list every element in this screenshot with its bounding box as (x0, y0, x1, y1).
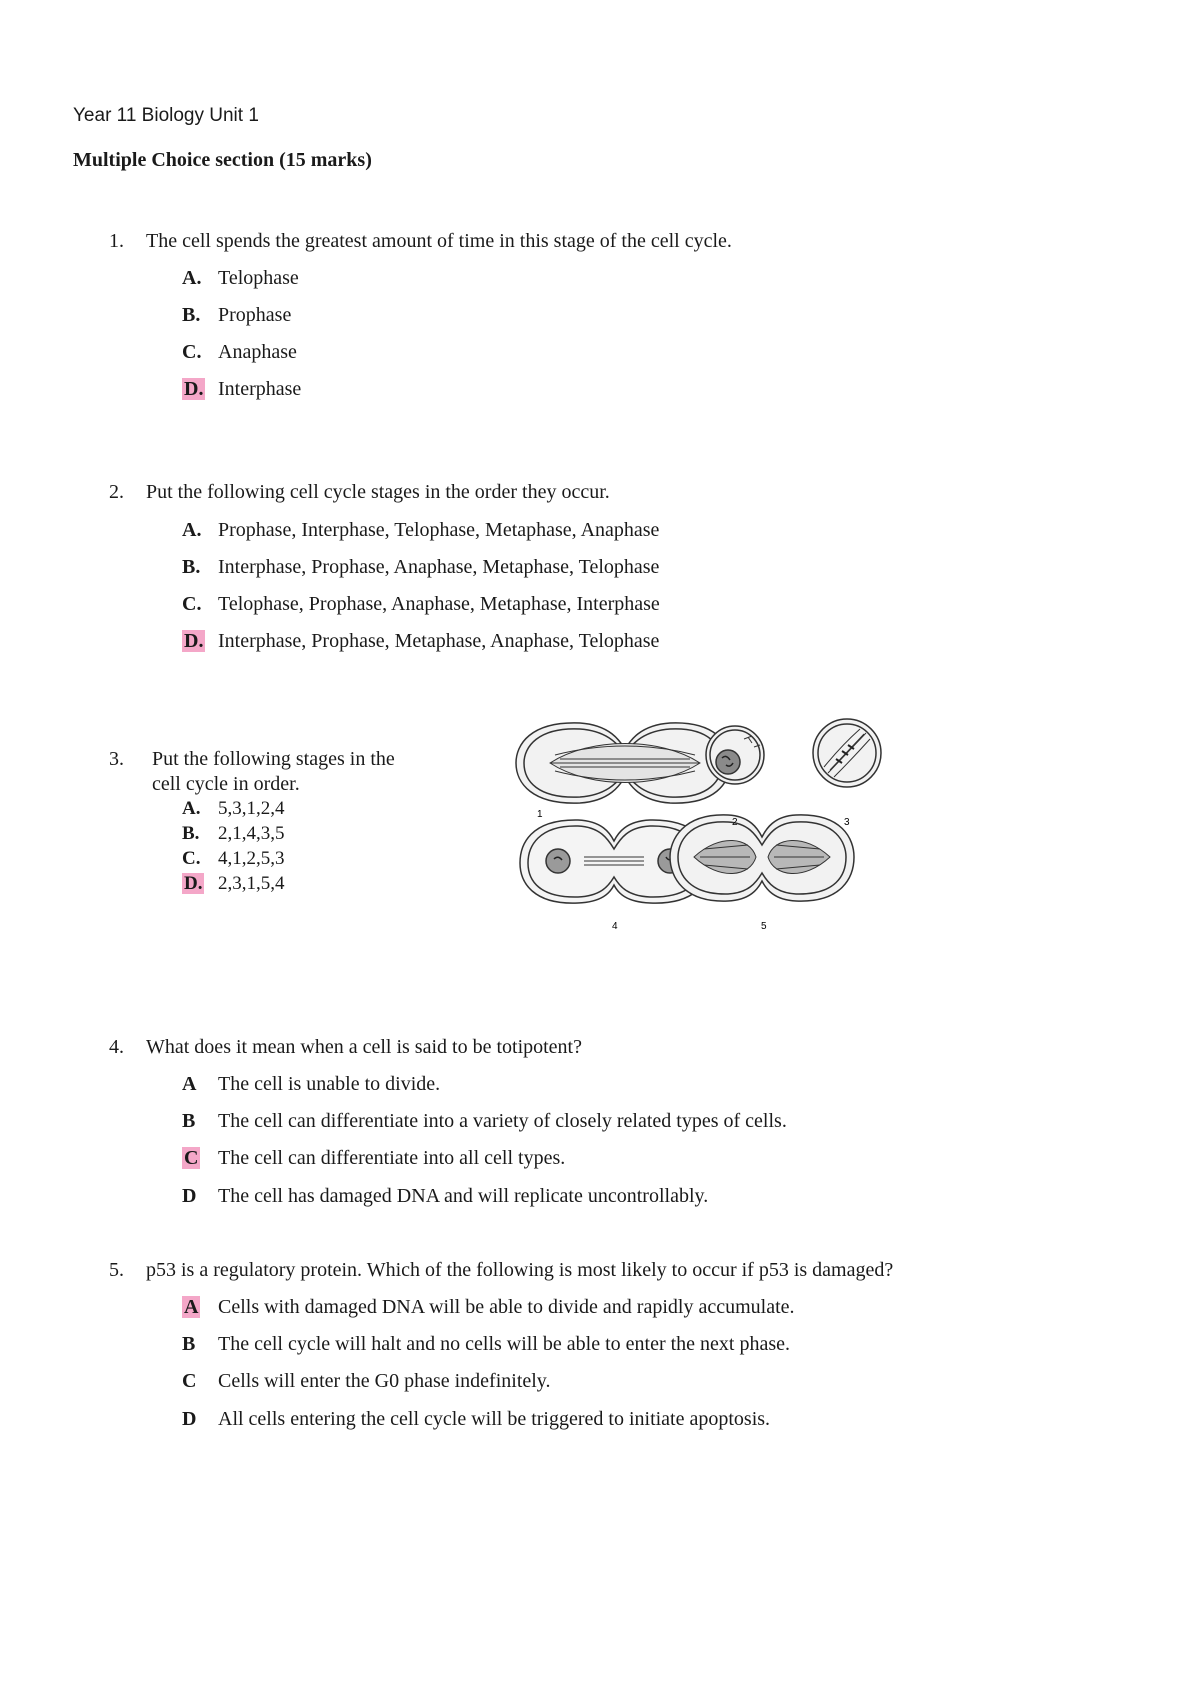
question-number: 2. (109, 481, 124, 503)
option-d[interactable] (182, 1408, 770, 1431)
question-text: What does it mean when a cell is said to be totipotent? (146, 1036, 582, 1058)
highlighted-answer: D. (184, 873, 203, 894)
cell-diagram-2 (706, 726, 764, 784)
option-a[interactable] (182, 798, 285, 820)
question-number: 4. (109, 1036, 124, 1058)
option-letter: C. (182, 341, 202, 363)
option-d[interactable] (182, 630, 659, 653)
diagram-label-2: 2 (732, 817, 738, 828)
option-letter: C. (182, 848, 201, 869)
option-letter: D (182, 1408, 197, 1430)
option-a[interactable] (182, 1073, 440, 1096)
highlighted-answer: D. (184, 378, 204, 400)
option-text: Interphase (218, 378, 302, 400)
option-b[interactable] (182, 823, 285, 845)
option-text: The cell can differentiate into all cell types. (218, 1147, 566, 1169)
option-letter: B (182, 1110, 196, 1132)
option-text: Telophase, Prophase, Anaphase, Metaphase, Interphase (218, 593, 660, 615)
option-letter: B (182, 1333, 196, 1355)
option-a[interactable] (182, 1296, 795, 1319)
option-a[interactable] (182, 519, 659, 542)
highlighted-answer: D. (184, 630, 204, 652)
diagram-label-5: 5 (761, 921, 767, 932)
option-b[interactable] (182, 1110, 787, 1133)
option-text: The cell can differentiate into a variety of closely related types of cells. (218, 1110, 787, 1132)
question-text-line-2: cell cycle in order. (152, 773, 300, 795)
option-text: Interphase, Prophase, Anaphase, Metaphase, Telophase (218, 556, 660, 578)
question-number: 1. (109, 230, 124, 252)
option-text: 2,3,1,5,4 (218, 873, 285, 894)
cell-diagram-3 (813, 719, 881, 787)
option-text: 5,3,1,2,4 (218, 798, 285, 819)
option-text: Prophase, Interphase, Telophase, Metaphase, Anaphase (218, 519, 660, 541)
question-number: 5. (109, 1259, 124, 1281)
option-d[interactable] (182, 873, 285, 895)
option-letter: B. (182, 304, 201, 326)
option-letter: C. (182, 593, 202, 615)
question-text: The cell spends the greatest amount of time in this stage of the cell cycle. (146, 230, 732, 252)
option-text: The cell is unable to divide. (218, 1073, 441, 1095)
option-c[interactable] (182, 593, 660, 616)
option-text: Cells will enter the G0 phase indefinitely. (218, 1370, 551, 1392)
question-text-line-1: Put the following stages in the (152, 748, 395, 770)
option-letter: A. (182, 267, 202, 289)
diagram-label-4: 4 (612, 921, 618, 932)
option-b[interactable] (182, 556, 659, 579)
option-d[interactable] (182, 378, 301, 401)
cell-division-diagram (510, 715, 910, 945)
diagram-label-1: 1 (537, 809, 543, 820)
option-d[interactable] (182, 1185, 708, 1208)
option-c[interactable] (182, 848, 285, 870)
highlighted-answer: C (184, 1147, 199, 1169)
option-text: Prophase (218, 304, 292, 326)
option-text: Anaphase (218, 341, 297, 363)
option-letter: A. (182, 519, 202, 541)
cell-diagram-5 (670, 815, 854, 901)
section-title: Multiple Choice section (15 marks) (73, 149, 372, 171)
page-header: Year 11 Biology Unit 1 (73, 105, 259, 126)
option-a[interactable] (182, 267, 299, 290)
option-c[interactable] (182, 341, 297, 364)
option-letter: C (182, 1370, 197, 1392)
option-b[interactable] (182, 304, 291, 327)
option-text: 2,1,4,3,5 (218, 823, 285, 844)
option-letter: A. (182, 798, 201, 819)
option-letter: B. (182, 556, 201, 578)
option-text: Interphase, Prophase, Metaphase, Anaphase, Telophase (218, 630, 660, 652)
question-text: p53 is a regulatory protein. Which of the following is most likely to occur if p53 is damaged? (146, 1259, 894, 1281)
option-text: The cell cycle will halt and no cells will be able to enter the next phase. (218, 1333, 791, 1355)
option-c[interactable] (182, 1147, 565, 1170)
option-text: The cell has damaged DNA and will replicate uncontrollably. (218, 1185, 709, 1207)
option-b[interactable] (182, 1333, 790, 1356)
option-text: All cells entering the cell cycle will be triggered to initiate apoptosis. (218, 1408, 771, 1430)
option-text: Cells with damaged DNA will be able to divide and rapidly accumulate. (218, 1296, 795, 1318)
diagram-label-3: 3 (844, 817, 850, 828)
question-text: Put the following cell cycle stages in the order they occur. (146, 481, 610, 503)
option-letter: B. (182, 823, 200, 844)
highlighted-answer: A (184, 1296, 199, 1318)
option-letter: D (182, 1185, 197, 1207)
cell-diagram-1 (516, 723, 730, 803)
option-letter: A (182, 1073, 197, 1095)
option-text: Telophase (218, 267, 299, 289)
option-c[interactable] (182, 1370, 551, 1393)
question-number: 3. (109, 748, 124, 770)
option-text: 4,1,2,5,3 (218, 848, 285, 869)
